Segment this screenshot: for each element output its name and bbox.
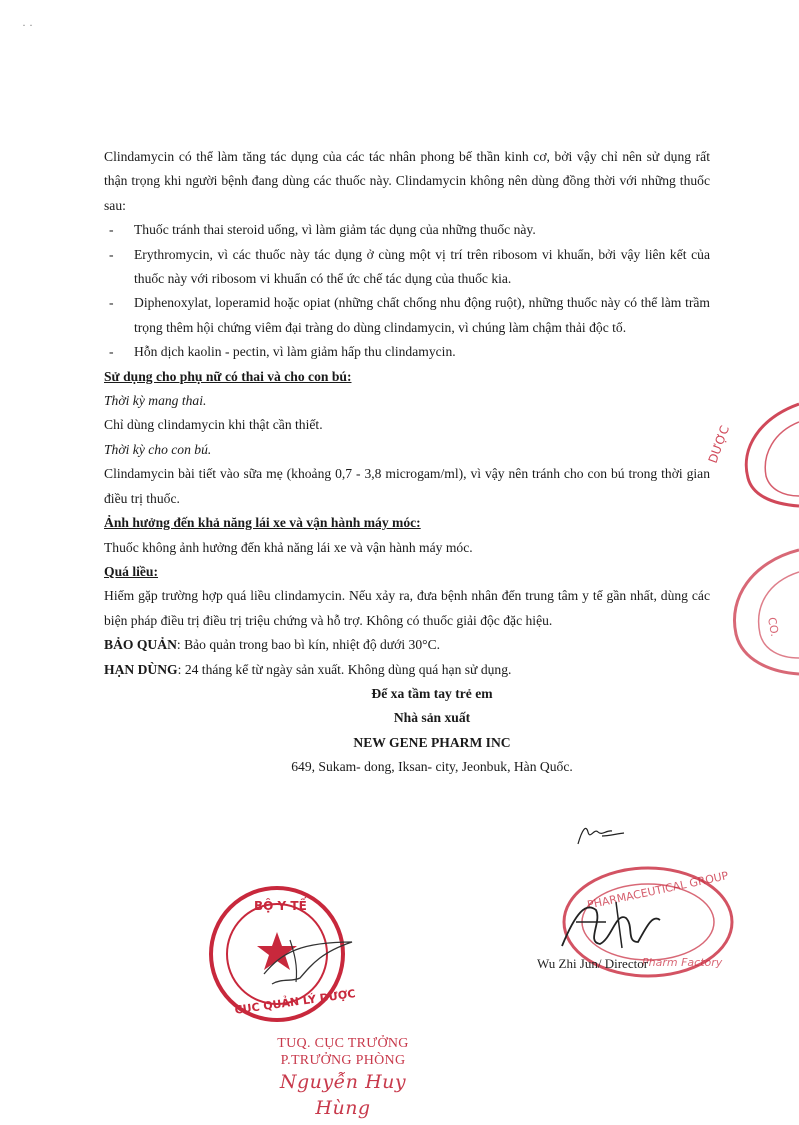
manufacturer-label: Nhà sản xuất xyxy=(393,710,471,726)
svg-text:DƯỢC: DƯỢC xyxy=(705,423,733,466)
intro-paragraph: Clindamycin có thể làm tăng tác dụng của các tác nhân phong bế thần kinh cơ, bởi vậy chỉ nên sử dụng rất thận trọng khi người bệnh đang dùng các thuốc này. Clindamycin không nên dùng đồng thời với những thuốc sau: xyxy=(104,149,710,213)
driving-text: Thuốc không ảnh hưởng đến khả năng lái xe và vận hành máy móc. xyxy=(104,539,473,555)
nursing-label: Thời kỳ cho con bú. xyxy=(104,441,212,457)
manufacturer-block xyxy=(154,682,710,780)
overdose-heading: Quá liều: xyxy=(104,563,159,579)
initials-signature xyxy=(572,820,632,850)
svg-text:PHARMACEUTICAL GROUP: PHARMACEUTICAL GROUP xyxy=(586,869,730,912)
director-signature-caption: Wu Zhi Jun/ Director xyxy=(537,956,649,971)
ministry-round-stamp xyxy=(202,882,362,1032)
overdose-text: Hiếm gặp trường hợp quá liều clindamycin. Nếu xảy ra, đưa bệnh nhân đến trung tâm y tế gần nhất, dùng các biện pháp điều trị điều trị triệu chứng và hỗ trợ. Không có thuốc giải độc đặc hiệu. xyxy=(104,588,710,628)
svg-text:CO.: CO. xyxy=(765,616,782,638)
pregnant-text: Chỉ dùng clindamycin khi thật cần thiết. xyxy=(104,417,323,433)
manufacturer-name: NEW GENE PHARM INC xyxy=(353,734,511,750)
pregnant-label: Thời kỳ mang thai. xyxy=(104,393,207,409)
manufacturer-address: 649, Sukam- dong, Iksan- city, Jeonbuk, Hàn Quốc. xyxy=(291,759,573,775)
storage-line: BẢO QUẢN: Bảo quản trong bao bì kín, nhiệt độ dưới 30°C. xyxy=(104,637,441,653)
expiry-line: HẠN DÙNG: 24 tháng kể từ ngày sản xuất. Không dùng quá hạn sử dụng. xyxy=(104,661,512,677)
list-item: - Diphenoxylat, loperamid hoặc opiat (những chất chống nhu động ruột), những thuốc này có thể làm trầm trọng thêm hội chứng viêm đại tràng do dùng clindamycin, vì chúng làm chậm thải độc tố. xyxy=(109,295,710,335)
svg-text:BỘ Y TẾ: BỘ Y TẾ xyxy=(254,899,307,913)
approval-stamp-text xyxy=(258,1035,428,1121)
svg-text:Pharm Factory: Pharm Factory xyxy=(642,956,723,969)
approval-title-1: TUQ. CỤC TRƯỞNG xyxy=(277,1036,409,1051)
partial-company-stamp-top xyxy=(700,398,799,508)
drug-interaction-list xyxy=(104,218,710,364)
approval-signer-name: Nguyễn Huy Hùng xyxy=(279,1071,407,1119)
approval-title-2: P.TRƯỞNG PHÒNG xyxy=(280,1053,406,1068)
document-body xyxy=(104,145,710,780)
list-item: - Hỗn dịch kaolin - pectin, vì làm giảm hấp thu clindamycin. xyxy=(109,344,456,360)
svg-text:CỤC QUẢN LÝ DƯỢC: CỤC QUẢN LÝ DƯỢC xyxy=(233,987,357,1017)
pregnancy-heading: Sử dụng cho phụ nữ có thai và cho con bú: xyxy=(104,368,352,384)
scan-specks: · · xyxy=(22,18,33,32)
keep-away-notice: Để xa tầm tay trẻ em xyxy=(371,685,493,701)
list-item: - Thuốc tránh thai steroid uống, vì làm giảm tác dụng của những thuốc này. xyxy=(109,222,536,238)
list-item: - Erythromycin, vì các thuốc này tác dụng ở cùng một vị trí trên ribosom vi khuẩn, bởi vậy liên kết của thuốc này với ribosom vi khuẩn có thể ức chế tác dụng của thuốc kia. xyxy=(109,246,710,287)
partial-company-stamp-middle xyxy=(722,548,799,676)
driving-heading: Ảnh hưởng đến khả năng lái xe và vận hành máy móc: xyxy=(104,515,421,531)
nursing-text: Clindamycin bài tiết vào sữa mẹ (khoảng 0,7 - 3,8 microgam/ml), vì vậy nên tránh cho con bú trong thời gian điều trị thuốc. xyxy=(104,466,710,506)
